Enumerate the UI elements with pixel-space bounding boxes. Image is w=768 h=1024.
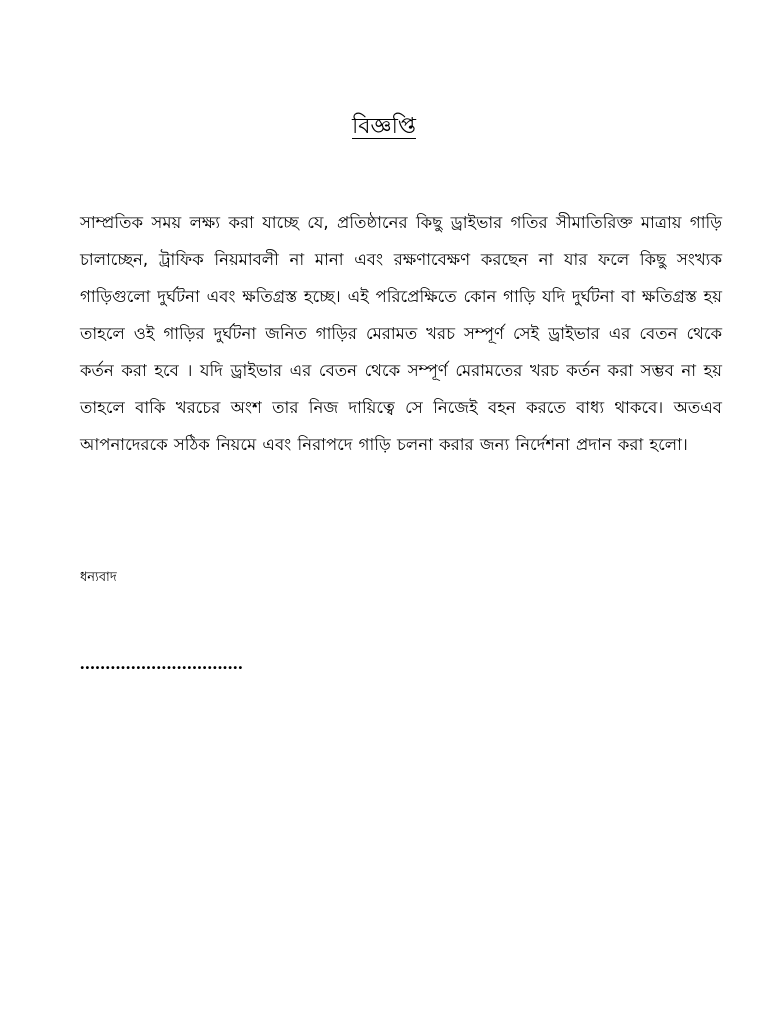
notice-title xyxy=(0,112,768,142)
closing-thanks: ধন্যবাদ xyxy=(80,570,117,585)
notice-title-text: বিজ্ঞপ্তি xyxy=(352,114,416,139)
signature-line: ................................ xyxy=(80,653,244,673)
notice-body: সাম্প্রতিক সময় লক্ষ্য করা যাচ্ছে যে, প্রতিষ্ঠানের কিছু ড্রাইভার গতির সীমাতিরিক্ত মাত্রায় গাড়ি চালাচ্ছেন, ট্রাফিক নিয়মাবলী না মানা এবং রক্ষণাবেক্ষণ করছেন না যার ফলে কিছু সংখ্যক গাড়িগুলো দুর্ঘটনা এবং ক্ষতিগ্রস্ত হচ্ছে। এই পরিপ্রেক্ষিতে কোন গাড়ি যদি দুর্ঘটনা বা ক্ষতিগ্রস্ত হয় তাহলে ওই গাড়ির দুর্ঘটনা জনিত গাড়ির মেরামত খরচ সম্পূর্ণ সেই ড্রাইভার এর বেতন থেকে কর্তন করা হবে । যদি ড্রাইভার এর বেতন থেকে সম্পূর্ণ মেরামতের খরচ কর্তন করা সম্ভব না হয় তাহলে বাকি খরচের অংশ তার নিজ দায়িত্বে সে নিজেই বহন করতে বাধ্য থাকবে। অতএব আপনাদেরকে সঠিক নিয়মে এবং নিরাপদে গাড়ি চলনা করার জন্য নির্দেশনা প্রদান করা হলো। xyxy=(80,213,722,454)
